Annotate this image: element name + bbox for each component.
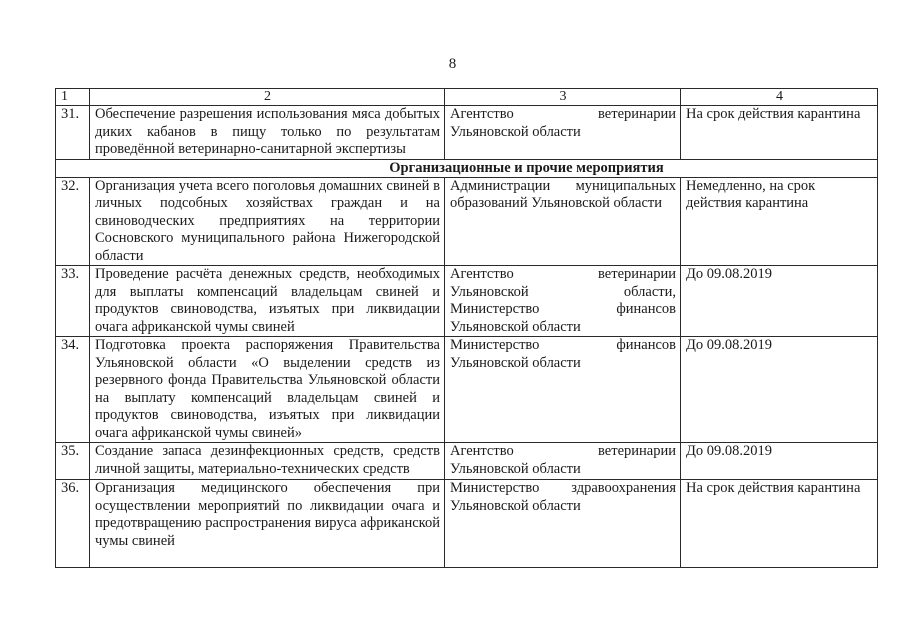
measure-cell: Организация учета всего поголовья домашних свиней в личных подсобных хозяйствах граждан и на свиноводческих предприятиях на территории Сосновского муниципального района Нижегородской области	[90, 177, 445, 266]
table-row	[56, 106, 878, 160]
responsible-cell: Агентство ветеринарии Ульяновской области	[445, 106, 681, 160]
term-cell: До 09.08.2019	[681, 337, 878, 443]
column-header: 4	[681, 89, 878, 106]
section-title: Организационные и прочие мероприятия	[389, 159, 664, 176]
measure-cell: Проведение расчёта денежных средств, необходимых для выплаты компенсаций владельцам свиней и продуктов свиноводства, изъятых при ликвидации очага африканской чумы свиней	[90, 266, 445, 337]
row-number: 33.	[56, 266, 90, 337]
row-number: 36.	[56, 480, 90, 568]
measure-cell: Организация медицинского обеспечения при осуществлении мероприятий по ликвидации очага и предотвращению распространения вируса африканской чумы свиней	[90, 480, 445, 568]
table-row	[56, 266, 878, 337]
measure-cell: Подготовка проекта распоряжения Правительства Ульяновской области «О выделении средств из резервного фонда Правительства Ульяновской области на выплату компенсаций владельцам свиней и продуктов свиноводства, изъятых при ликвидации очага африканской чумы свиней»	[90, 337, 445, 443]
table-row	[56, 177, 878, 266]
table-row	[56, 480, 878, 568]
row-number: 31.	[56, 106, 90, 160]
measure-cell: Создание запаса дезинфекционных средств, средств личной защиты, материально-технических средств	[90, 443, 445, 480]
measures-table	[55, 88, 878, 568]
responsible-cell: Агентство ветеринарии Ульяновской области	[445, 443, 681, 480]
term-cell: Немедленно, на срок действия карантина	[681, 177, 878, 266]
column-header: 1	[56, 89, 90, 106]
term-cell: На срок действия карантина	[681, 480, 878, 568]
row-number: 32.	[56, 177, 90, 266]
responsible-cell: Министерство финансов Ульяновской области	[445, 337, 681, 443]
page-number: 8	[448, 56, 457, 72]
term-cell: На срок действия карантина	[681, 106, 878, 160]
row-number: 35.	[56, 443, 90, 480]
row-number: 34.	[56, 337, 90, 443]
section-row	[56, 159, 878, 177]
responsible-cell: Администрации муниципальных образований Ульяновской области	[445, 177, 681, 266]
column-header: 3	[445, 89, 681, 106]
measure-cell: Обеспечение разрешения использования мяса добытых диких кабанов в пищу только по результатам проведённой ветеринарно-санитарной экспертизы	[90, 106, 445, 160]
term-cell: До 09.08.2019	[681, 443, 878, 480]
table-row	[56, 337, 878, 443]
responsible-cell: Министерство здравоохранения Ульяновской области	[445, 480, 681, 568]
table-header-row	[56, 89, 878, 106]
term-cell: До 09.08.2019	[681, 266, 878, 337]
column-header: 2	[90, 89, 445, 106]
responsible-cell: Агентство ветеринарии Ульяновской области, Министерство финансов Ульяновской области	[445, 266, 681, 337]
table-row	[56, 443, 878, 480]
